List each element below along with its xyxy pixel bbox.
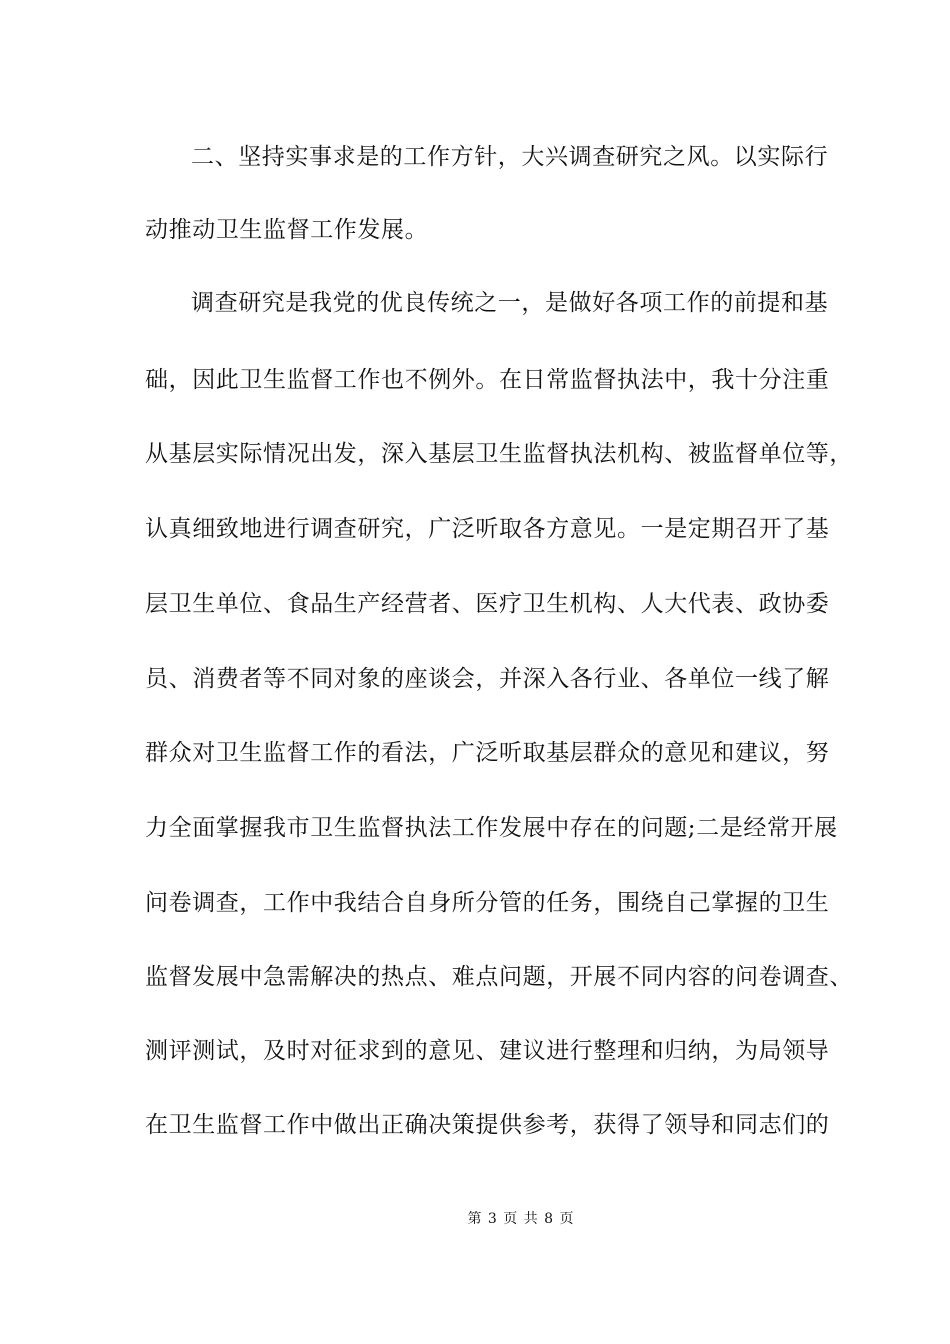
paragraph-line: 力全面掌握我市卫生监督执法工作发展中存在的问题;二是经常开展 [145,815,838,841]
paragraph-line: 从基层实际情况出发，深入基层卫生监督执法机构、被监督单位等， [145,441,853,467]
paragraph-line: 在卫生监督工作中做出正确决策提供参考，获得了领导和同志们的 [145,1112,830,1138]
paragraph-line: 员、消费者等不同对象的座谈会，并深入各行业、各单位一线了解 [145,666,830,692]
paragraph-line: 层卫生单位、食品生产经营者、医疗卫生机构、人大代表、政协委 [145,591,830,617]
section-heading-line-1: 二、坚持实事求是的工作方针，大兴调查研究之风。以实际行 [191,144,829,170]
page-number-footer: 第 3 页 共 8 页 [467,1211,575,1227]
paragraph-line: 监督发展中急需解决的热点、难点问题，开展不同内容的问卷调查、 [145,964,853,990]
paragraph-line: 问卷调查，工作中我结合自身所分管的任务，围绕自己掌握的卫生 [145,890,830,916]
paragraph-line: 群众对卫生监督工作的看法，广泛听取基层群众的意见和建议，努 [145,740,830,766]
section-heading-line-2: 动推动卫生监督工作发展。 [145,217,429,243]
paragraph-line: 础，因此卫生监督工作也不例外。在日常监督执法中，我十分注重 [145,367,830,393]
paragraph-line: 测评测试，及时对征求到的意见、建议进行整理和归纳，为局领导 [145,1038,830,1064]
paragraph-line: 认真细致地进行调查研究，广泛听取各方意见。一是定期召开了基 [145,516,830,542]
paragraph-line: 调查研究是我党的优良传统之一，是做好各项工作的前提和基 [191,290,829,316]
